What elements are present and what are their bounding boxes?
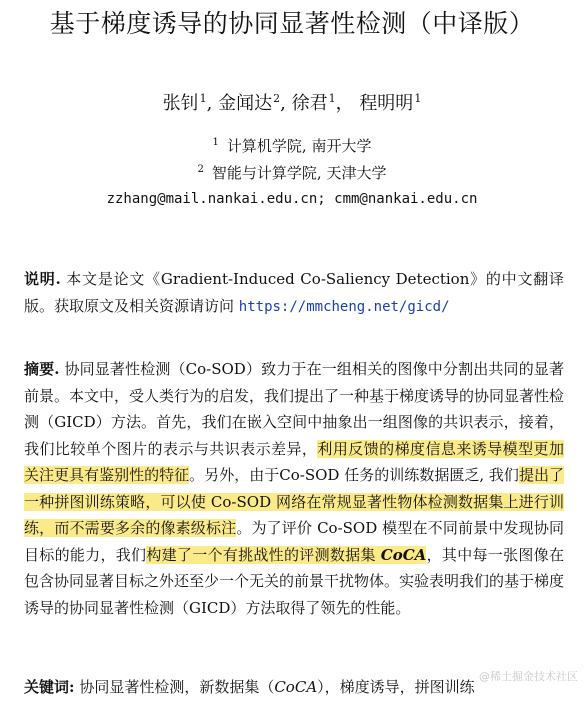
note-text: 本文是论文《Gradient-Induced Co-Saliency Detection》的中文翻译版。获取原文及相关资源请访问	[24, 270, 564, 315]
project-url-link[interactable]: https://mmcheng.net/gicd/	[238, 298, 450, 315]
author-list	[0, 86, 584, 117]
highlighted-text: 利用反馈的梯度信息来诱导模型更加关注更具有鉴别性的特征	[24, 439, 564, 484]
affiliation-text: 智能与计算学院, 天津大学	[211, 164, 387, 182]
author-separator: ,	[280, 93, 292, 114]
keywords-text: ），梯度诱导，拼图训练	[317, 678, 475, 696]
keywords-label: 关键词:	[24, 678, 75, 696]
affiliation	[0, 159, 584, 184]
note-label: 说明.	[24, 270, 61, 288]
keywords-dataset-name: CoCA	[274, 678, 318, 696]
author-name: 张钊	[162, 93, 199, 114]
abstract-text: 协同显著性检测（Co-SOD）致力于在一组相关的图像中分割出共同的显著前景。本文中，受人类行为的启发，我们提出了一种基于梯度诱导的协同显著性检测（GICD）方法。首先，我们在嵌入空间中抽象出一组图像的共识表示，接着，我们比较单个图片的表示与共识表示差异，	[24, 360, 565, 458]
author-affiliation-mark: 1	[414, 92, 422, 105]
affiliation	[0, 132, 584, 157]
author-affiliation-mark: 1	[199, 92, 207, 105]
author-emails: zzhang@mail.nankai.edu.cn; cmm@nankai.edu.cn	[106, 191, 478, 207]
keywords-text: 协同显著性检测，新数据集（	[74, 678, 275, 696]
highlighted-text: 构建了一个有挑战性的评测数据集	[146, 545, 381, 564]
abstract-text: 。为了评价 Co-SOD 模型在不同前景中发现协同目标的能力，我们	[24, 519, 564, 564]
highlighted-dataset-name: CoCA	[380, 545, 427, 564]
author-separator: ,	[206, 93, 219, 114]
author-affiliation-mark: 1	[328, 92, 336, 105]
author-name: 金闻达	[218, 93, 273, 114]
abstract-text: ，其中每一张图像在包含协同显著目标之外还至少一个无关的前景干扰物体。实验表明我们的基于梯度诱导的协同显著性检测（GICD）方法取得了领先的性能。	[24, 545, 565, 617]
author-name: 徐君	[291, 93, 328, 114]
author-separator: ，	[335, 93, 354, 114]
translation-note	[24, 266, 564, 320]
highlighted-text: 提出了一种拼图训练策略，可以使 Co-SOD 网络在常规显著性物体检测数据集上进行训练，而不需要多余的像素级标注	[24, 466, 564, 537]
abstract-label: 摘要.	[24, 360, 60, 378]
affiliation-text: 计算机学院, 南开大学	[226, 137, 372, 155]
paper-title: 基于梯度诱导的协同显著性检测（中译版）	[49, 9, 535, 38]
author-affiliation-mark: 2	[273, 92, 281, 105]
affiliation-mark: 1	[212, 137, 219, 148]
abstract	[24, 356, 564, 621]
site-watermark: @稀土掘金技术社区	[479, 670, 578, 683]
author-name: 程明明	[359, 93, 414, 114]
affiliation-mark: 2	[197, 164, 204, 175]
abstract-text: 。另外，由于Co-SOD 任务的训练数据匮乏, 我们	[189, 466, 519, 484]
